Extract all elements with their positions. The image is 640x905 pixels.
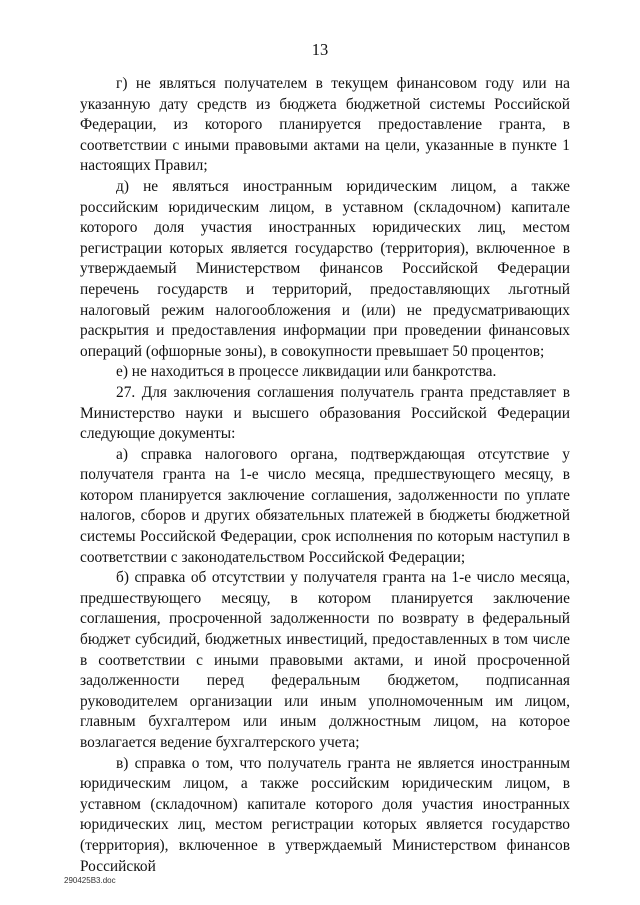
document-body — [80, 74, 570, 877]
paragraph-item-b: б) справка об отсутствии у получателя гранта на 1-е число месяца, предшествующего месяцу, в котором планируется заключение соглашения, просроченной задолженности по возврату в федеральный бюджет субсидий, бюджетных инвестиций, предоставленных в том числе в соответствии с иными правовыми актами, и иной просроченной задолженности перед федеральным бюджетом, подписанная руководителем организации или иным уполномоченным им лицом, главным бухгалтером или иным должностным лицом, на которое возлагается ведение бухгалтерского учета; — [80, 569, 570, 751]
paragraph-clause-27: 27. Для заключения соглашения получатель гранта представляет в Министерство науки и высшего образования Российской Федерации следующие документы: — [80, 383, 570, 443]
file-name-footer: 290425B3.doc — [64, 876, 116, 885]
page-number: 13 — [311, 40, 329, 59]
paragraph-item-d: д) не являться иностранным юридическим лицом, а также российским юридическим лицом, в уставном (складочном) капитале которого доля участия иностранных юридических лиц, местом регистрации которых является государство (территория), включенное в утверждаемый Министерством финансов Российской Федерации перечень государств и территорий, предоставляющих льготный налоговый режим налогообложения и (или) не предусматривающих раскрытия и предоставления информации при проведении финансовых операций (офшорные зоны), в совокупности превышает 50 процентов; — [80, 177, 570, 360]
paragraph-item-a: а) справка налогового органа, подтверждающая отсутствие у получателя гранта на 1-е число месяца, предшествующего месяцу, в котором планируется заключение соглашения, задолженности по уплате налогов, сборов и других обязательных платежей в бюджеты бюджетной системы Российской Федерации, срок исполнения по которым наступил в соответствии с законодательством Российской Федерации; — [80, 445, 570, 566]
paragraph-item-e: е) не находиться в процессе ликвидации или банкротства. — [116, 363, 497, 381]
paragraph-item-v: в) справка о том, что получатель гранта не является иностранным юридическим лицом, а также российским юридическим лицом, в уставном (складочном) капитале которого доля участия иностранных юридических лиц, местом регистрации которых является государство (территория), включенное в утверждаемый Министерством финансов Российской — [80, 754, 570, 875]
paragraph-item-g: г) не являться получателем в текущем финансовом году или на указанную дату средств из бюджета бюджетной системы Российской Федерации, из которого планируется предоставление гранта, в соответствии с иными правовыми актами на цели, указанные в пункте 1 настоящих Правил; — [80, 75, 570, 175]
